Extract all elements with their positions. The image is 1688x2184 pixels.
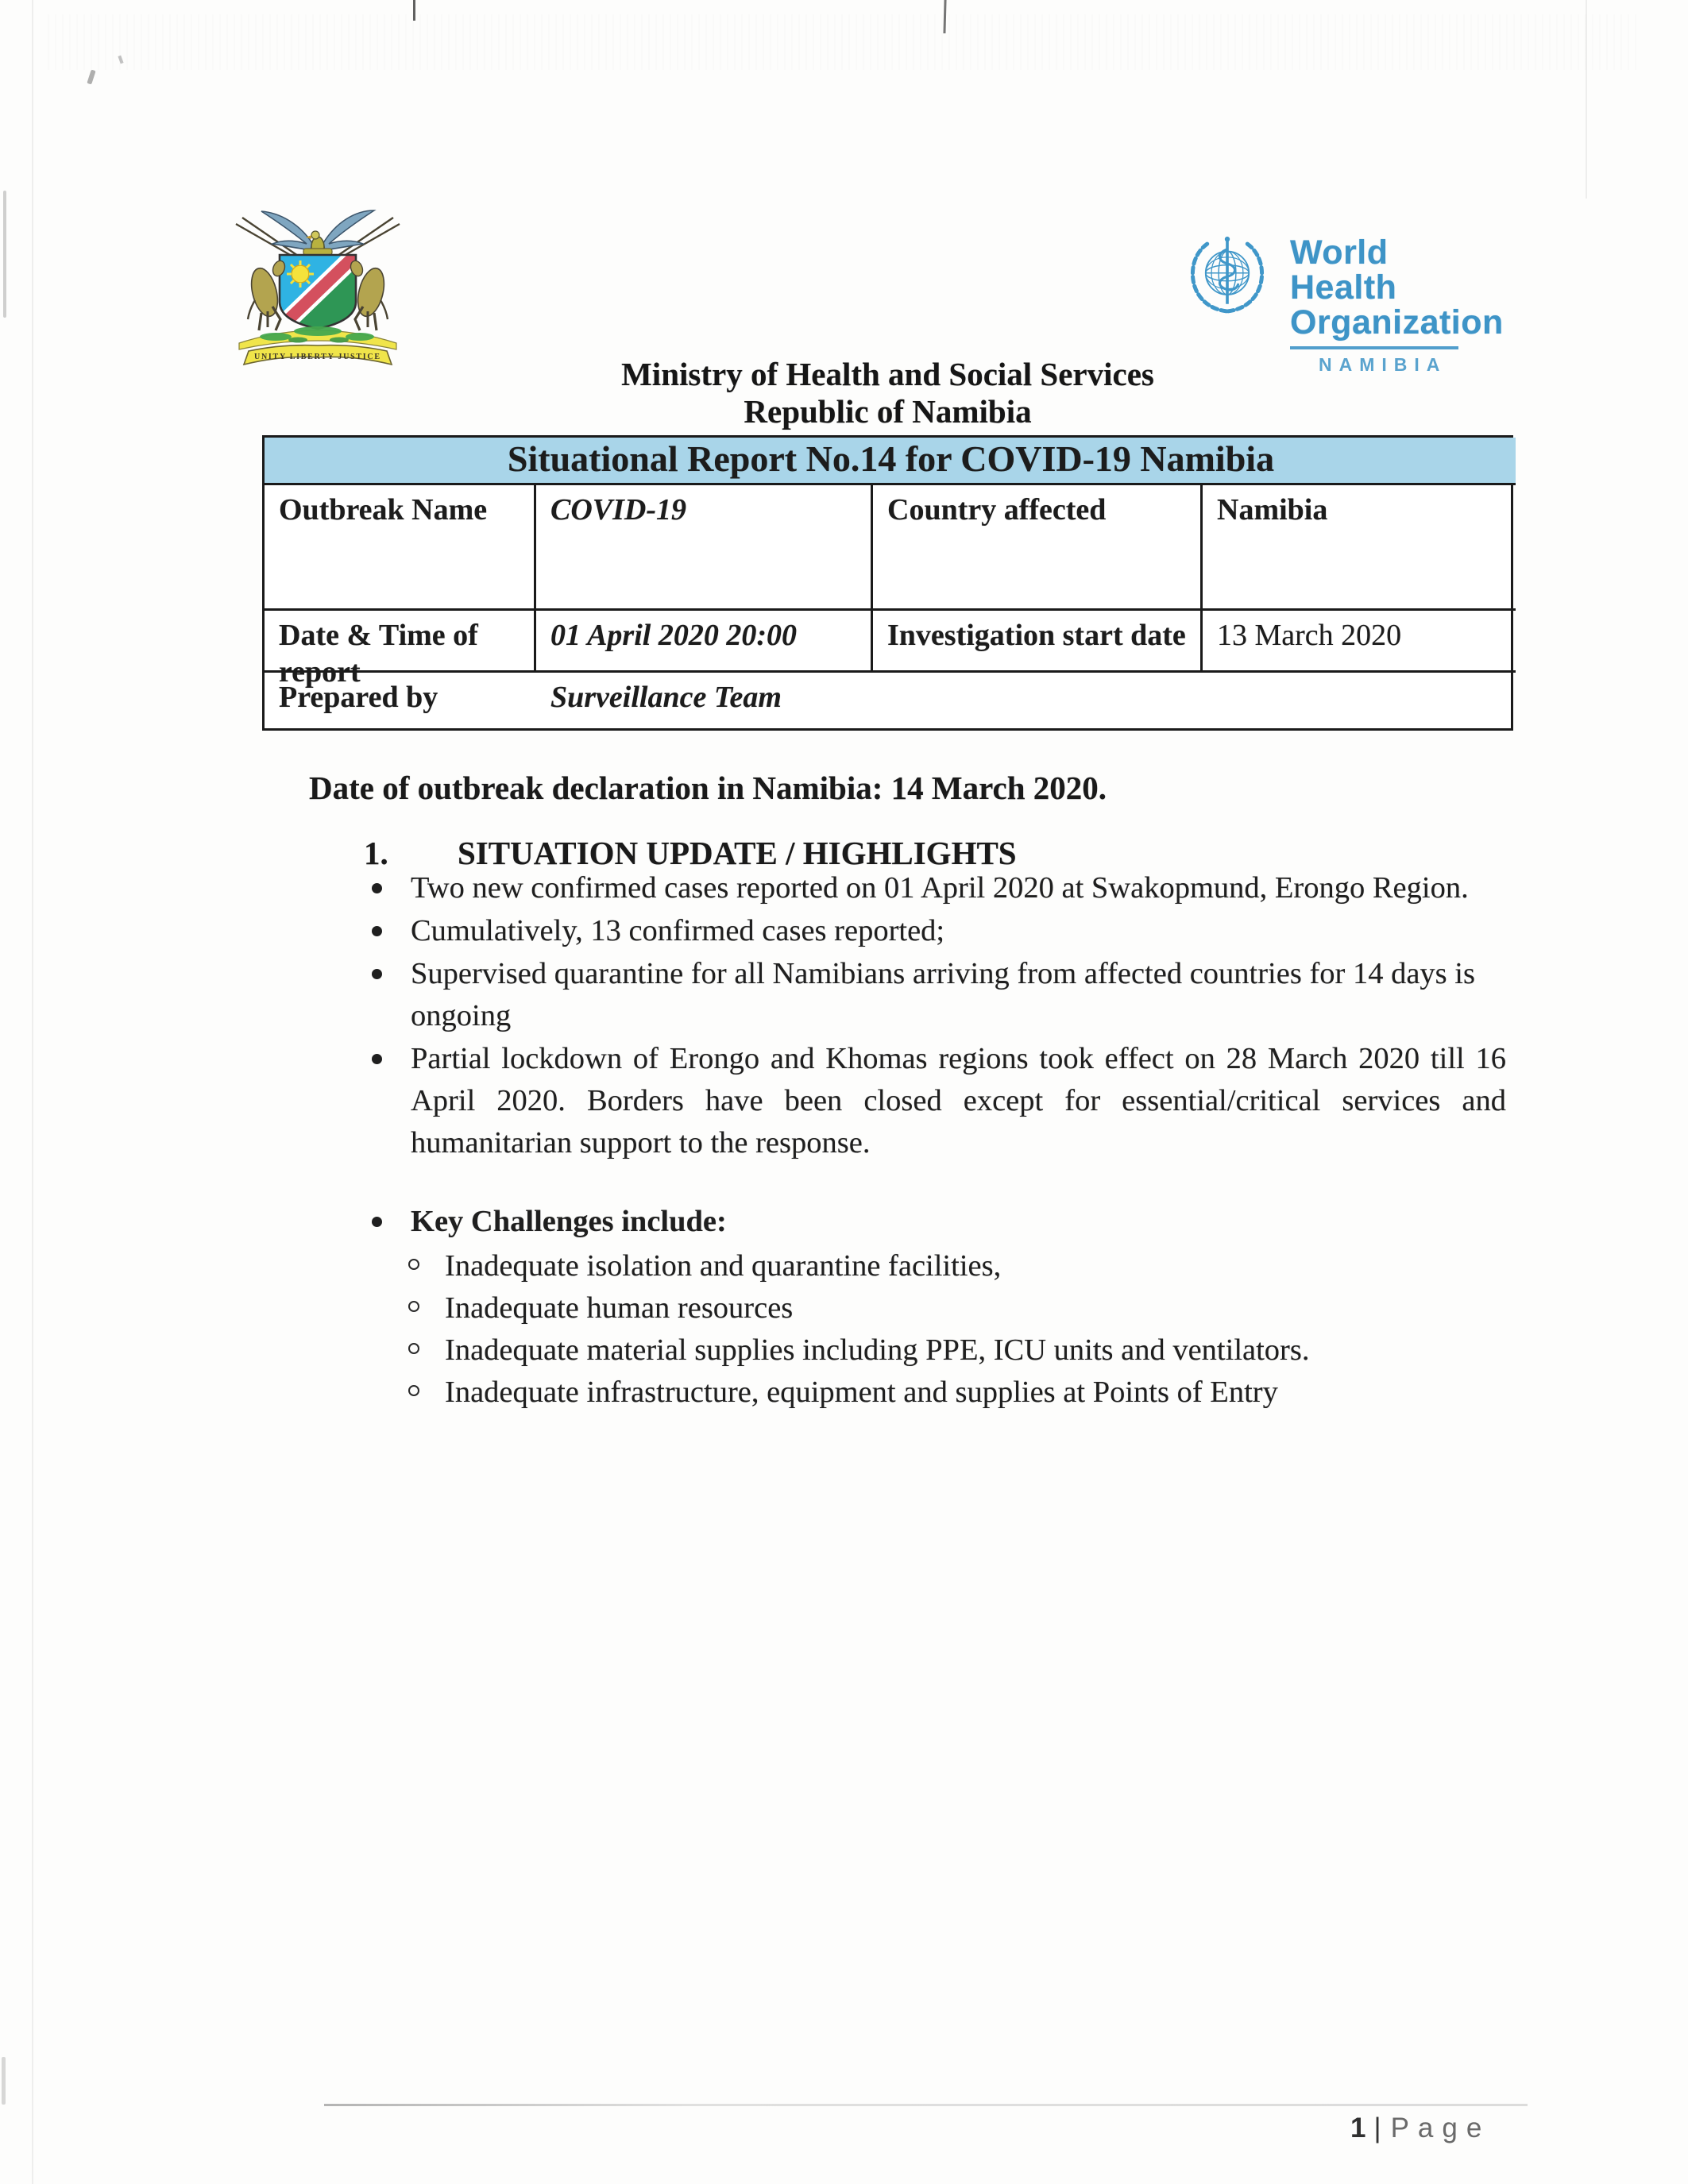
sun-icon [287, 260, 314, 287]
scan-edge-line [32, 0, 33, 2184]
challenge-item: Inadequate material supplies including PPE, ICU units and ventilators. [369, 1329, 1506, 1372]
who-country-label: NAMIBIA [1319, 354, 1447, 375]
challenge-item: Inadequate infrastructure, equipment and supplies at Points of Entry [369, 1372, 1506, 1414]
scan-tick-mark [413, 0, 415, 21]
footer-rule [324, 2104, 1528, 2106]
date-time-value: 01 April 2020 20:00 [536, 611, 873, 673]
page-footer [1350, 2113, 1490, 2144]
coat-of-arms-motto: UNITY LIBERTY JUSTICE [254, 353, 381, 361]
flag-shield-icon [272, 248, 363, 335]
page-label: Page [1390, 2113, 1491, 2143]
scan-noise-band [48, 14, 1636, 70]
report-table-title: Situational Report No.14 for COVID-19 Namibia [265, 438, 1516, 485]
investigation-start-label: Investigation start date [873, 611, 1203, 673]
prepared-by-label: Prepared by [279, 681, 438, 714]
key-challenges-list [369, 1245, 1506, 1414]
bullet-item: Two new confirmed cases reported on 01 April 2020 at Swakopmund, Erongo Region. [369, 867, 1506, 909]
ministry-line2: Republic of Namibia [744, 393, 1032, 430]
bullet-item: Cumulatively, 13 confirmed cases reported; [369, 910, 1506, 952]
report-summary-table [262, 435, 1513, 731]
challenge-item: Inadequate human resources [369, 1287, 1506, 1329]
scan-edge-mark [2, 2057, 6, 2105]
scan-tick-mark [1586, 0, 1587, 199]
namibia-coat-of-arms [226, 200, 409, 371]
investigation-start-value: 13 March 2020 [1203, 611, 1516, 673]
who-emblem-icon [1177, 232, 1277, 326]
outbreak-declaration-line: Date of outbreak declaration in Namibia: 14 March 2020. [309, 770, 1107, 806]
scan-smudge [87, 70, 95, 85]
bullet-item: Supervised quarantine for all Namibians arriving from affected countries for 14 days is ongoing [369, 953, 1506, 1037]
scan-edge-mark [3, 191, 6, 318]
key-challenges-block [369, 1201, 1506, 1414]
bullet-item: Partial lockdown of Erongo and Khomas regions took effect on 28 March 2020 till 16 April 2020. Borders have been closed except for essential/critical services and humanitarian support to the response. [369, 1038, 1506, 1164]
page-number: 1 [1350, 2113, 1366, 2143]
section-heading [364, 834, 1017, 872]
who-logo [1177, 229, 1504, 375]
date-time-label: Date & Time of report [265, 611, 536, 673]
page-separator: | [1373, 2113, 1381, 2143]
ministry-line1: Ministry of Health and Social Services [621, 356, 1154, 392]
country-affected-value: Namibia [1203, 485, 1516, 611]
challenge-item: Inadequate isolation and quarantine facilities, [369, 1245, 1506, 1287]
prepared-by-value: Surveillance Team [550, 681, 782, 714]
ministry-heading [262, 356, 1513, 430]
outbreak-name-value: COVID-19 [536, 485, 873, 611]
country-affected-label: Country affected [873, 485, 1203, 611]
section-title: SITUATION UPDATE / HIGHLIGHTS [458, 835, 1017, 871]
key-challenges-label: Key Challenges include: [369, 1201, 1506, 1243]
who-underline-bar [1290, 346, 1458, 349]
highlights-list [369, 867, 1506, 1165]
who-wordmark-line2: Organization [1290, 303, 1504, 341]
section-number: 1. [364, 835, 388, 871]
who-wordmark-line1: World Health [1290, 233, 1397, 307]
who-wordmark [1290, 235, 1504, 376]
outbreak-name-label: Outbreak Name [265, 485, 536, 611]
